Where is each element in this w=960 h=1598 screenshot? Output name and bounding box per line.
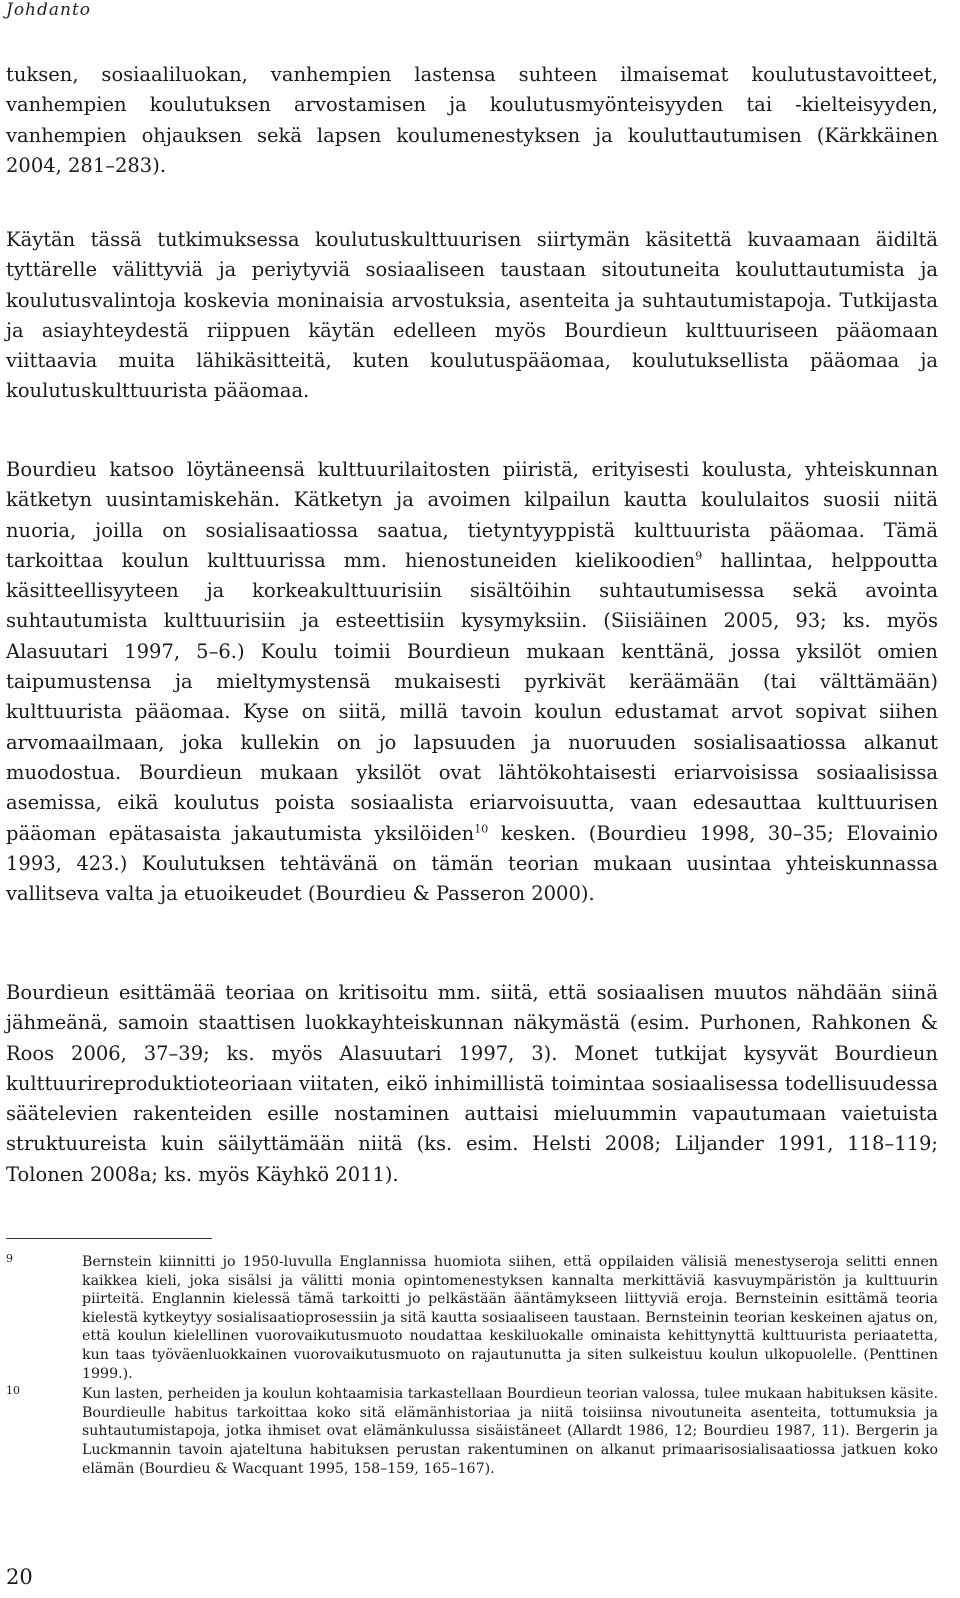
footnote-number: 9 [6, 1252, 13, 1265]
paragraph-text-part: kesken. (Bourdieu 1998, 30–35; Elovainio 1993, 423.) Koulutuksen tehtävänä on tämän teorian mukaan uusintaa yhteiskunnassa vallitseva valta ja etuoikeudet (Bourdieu & Passeron 2000). [6, 821, 938, 906]
paragraph-text [6, 455, 938, 909]
running-head: Johdanto [6, 0, 92, 20]
paragraph-text: tuksen, sosiaaliluokan, vanhempien lastensa suhteen ilmaisemat koulutustavoitteet, vanhempien koulutuksen arvostamisen ja koulutusmyönteisyyden tai -kielteisyyden, vanhempien ohjauksen sekä lapsen koulumenestyksen ja kouluttautumisen (Kärkkäinen 2004, 281–283). [6, 63, 938, 177]
footnote-text: Kun lasten, perheiden ja koulun kohtaamisia tarkastellaan Bourdieun teorian valossa, tulee mukaan habituksen käsite. Bourdieulle habitus tarkoittaa koko sitä elämänhistoriaa ja niitä toisiinsa nivoutuneita asenteita, tottumuksia ja suhtautumistapoja, jotka ihmiset ovat elämänkulussa sisäistäneet (Allardt 1986, 12; Bourdieu 1987, 11). Bergerin ja Luckmannin tavoin ajateltuna habituksen perustan rakentuminen on alkanut primaarisosialisaatiossa jatkuen koko elämän (Bourdieu & Wacquant 1995, 158–159, 165–167). [82, 1386, 938, 1477]
paragraph-3 [6, 455, 938, 909]
paragraph-1 [6, 60, 938, 181]
footnote-divider [6, 1238, 212, 1239]
paragraph-text: Käytän tässä tutkimuksessa koulutuskulttuurisen siirtymän käsitettä kuvaamaan äidiltä tyttärelle välittyviä ja periytyviä sosiaaliseen taustaan sitoutuneita kouluttautumista ja koulutusvalintoja koskevia moninaisia arvostuksia, asenteita ja suhtautumistapoja. Tutkijasta ja asiayhteydestä riippuen käytän edelleen myös Bourdieun kulttuuriseen pääomaan viittaavia muita lähikäsitteitä, kuten koulutuspääomaa, koulutuksellista pääomaa ja koulutuskulttuurista pääomaa. [6, 228, 938, 403]
paragraph-text-part: Bourdieu katsoo löytäneensä kulttuurilaitosten piiristä, erityisesti koulusta, yhteiskunnan kätketyn uusintamiskehän. Kätketyn ja avoimen kilpailun kautta koululaitos suosii niitä nuoria, joilla on sosialisaatiossa saatua, tietyntyyppistä kulttuurista pääomaa. Tämä tarkoittaa koulun kulttuurissa mm. hienostuneiden kielikoodien [6, 458, 938, 572]
footnote-10 [6, 1385, 938, 1478]
footnote-ref-9[interactable]: 9 [695, 549, 703, 563]
footnote-ref-10[interactable]: 10 [474, 822, 489, 836]
footnote-text: Bernstein kiinnitti jo 1950-luvulla Englannissa huomiota siihen, että oppilaiden välisiä menestyseroja selitti ennen kaikkea kieli, joka sisälsi ja välitti monia opintomenestyksen kannalta merkittäviä kasvuympäristön ja kulttuurin piirteitä. Englannin kielessä tämä tarkoitti jo pelkästään ääntämykseen liittyviä eroja. Bernsteinin esittämä teoria kielestä kytkeytyy sosialisaatioprosessiin ja sitä kautta sosiaaliseen taustaan. Bernsteinin teorian keskeinen ajatus on, että koulun kielellinen vuorovaikutusmuoto noudattaa keskiluokalle ominaista kehittynyttä kulttuurista periaatetta, kun taas työväenluokkainen vuorovaikutusmuoto on rajautunutta ja siten sulkeistuu koulun ulkopuolelle. (Penttinen 1999.). [82, 1254, 938, 1382]
paragraph-text-part: hallintaa, helppoutta käsitteellisyyteen ja korkeakulttuurisiin sisältöihin suhtautumisessa sekä avointa suhtautumista kulttuurisiin ja esteettisiin kysymyksiin. (Siisiäinen 2005, 93; ks. myös Alasuutari 1997, 5–6.) Koulu toimii Bourdieun mukaan kenttänä, jossa yksilöt omien taipumustensa ja mieltymystensä mukaisesti pyrkivät keräämään (tai välttämään) kulttuurista pääomaa. Kyse on siitä, millä tavoin koulun edustamat arvot sopivat siihen arvomaailmaan, joka kullekin on jo lapsuuden ja nuoruuden sosialisaatiossa alkanut muodostua. Bourdieun mukaan yksilöt ovat lähtökohtaisesti eriarvoisissa sosiaalisissa asemissa, eikä koulutus poista sosiaalista eriarvoisuutta, vaan edesauttaa kulttuurisen pääoman epätasaista jakautumista yksilöiden [6, 548, 938, 845]
footnote-9 [6, 1253, 938, 1383]
paragraph-text: Bourdieun esittämää teoriaa on kritisoitu mm. siitä, että sosiaalisen muutos nähdään siinä jähmeänä, samoin staattisen luokkayhteiskunnan näkymästä (esim. Purhonen, Rahkonen & Roos 2006, 37–39; ks. myös Alasuutari 1997, 3). Monet tutkijat kysyvät Bourdieun kulttuurireproduktioteoriaan viitaten, eikö inhimillistä toimintaa sosiaalisessa todellisuudessa säätelevien rakenteiden esille nostaminen auttaisi mieluummin vapautumaan vaietuista struktuureista kuin säilyttämään niitä (ks. esim. Helsti 2008; Liljander 1991, 118–119; Tolonen 2008a; ks. myös Käyhkö 2011). [6, 981, 938, 1186]
page-number: 20 [6, 1565, 33, 1589]
footnotes [6, 1253, 938, 1480]
paragraph-2 [6, 225, 938, 407]
paragraph-4 [6, 978, 938, 1190]
footnote-number: 10 [6, 1384, 20, 1398]
